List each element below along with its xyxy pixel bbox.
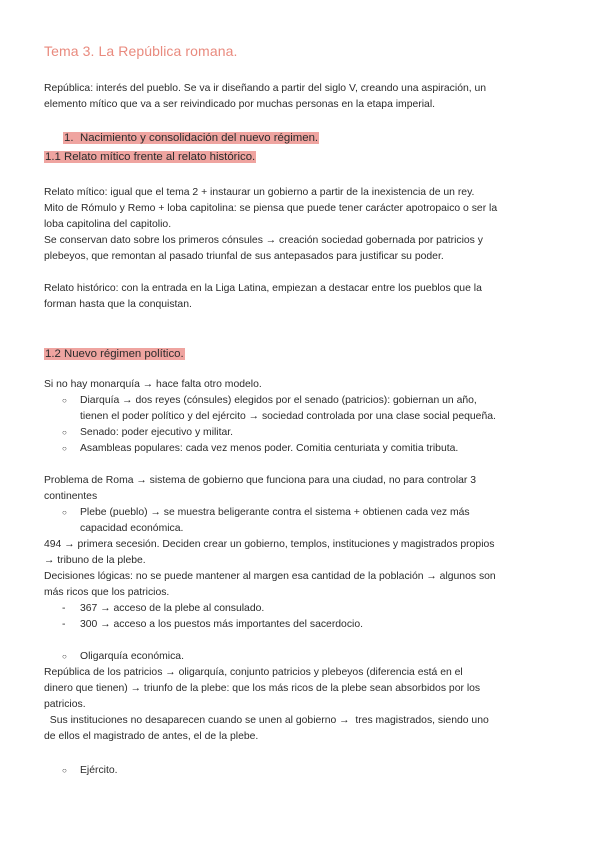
section-heading-1: 1. Nacimiento y consolidación del nuevo régimen. xyxy=(64,132,319,144)
document-title: Tema 3. La República romana. xyxy=(44,43,238,59)
bullet-circle-icon: ○ xyxy=(62,508,67,517)
problema-paragraph: Problema de Roma → sistema de gobierno que funciona para una ciudad, no para controlar 3 continentes xyxy=(44,475,477,502)
secesion-paragraph: 494 → primera secesión. Deciden crear un gobierno, templos, instituciones y magistrados propios → tribuno de la plebe. Decisiones lógicas: no se puede mantener al margen esa cantidad de la población → algunos son más ricos que los patricios. xyxy=(44,539,496,598)
bullet-circle-icon: ○ xyxy=(62,766,67,775)
bullet-circle-icon: ○ xyxy=(62,396,67,405)
bullet-circle-icon: ○ xyxy=(62,444,67,453)
relato-historico-paragraph: Relato histórico: con la entrada en la Liga Latina, empiezan a destacar entre los pueblos que la forman hasta que la conquistan. xyxy=(44,283,482,310)
oligarquia-paragraph: República de los patricios → oligarquía, conjunto patricios y plebeyos (diferencia está en el dinero que tienen) → triunfo de la plebe: que los más ricos de la plebe sean absorbidos por los patricios. Sus instituciones no desaparecen cuando se unen al gobierno → tres magistrados, siendo uno de ellos el magistrado de antes, el de la plebe. xyxy=(44,667,489,742)
intro-paragraph: República: interés del pueblo. Se va ir diseñando a partir del siglo V, creando una aspiración, un elemento mítico que va a ser reivindicado por muchas personas en la etapa imperial. xyxy=(44,83,487,110)
section-heading-1-2: 1.2 Nuevo régimen político. xyxy=(45,348,184,360)
monarquia-line: Si no hay monarquía → hace falta otro modelo. xyxy=(44,379,262,390)
section-heading-1-1: 1.1 Relato mítico frente al relato histórico. xyxy=(45,151,256,163)
relato-mitico-paragraph: Relato mítico: igual que el tema 2 + instaurar un gobierno a partir de la inexistencia de un rey. Mito de Rómulo y Remo + loba capitolina: se piensa que puede tener carácter apotropaico o ser la loba capitolina del capitolio. Se conservan dato sobre los primeros cónsules → creación sociedad gobernada por patricios y plebeyos, que remontan al pasado triunfal de sus antepasados para justificar su poder. xyxy=(44,187,498,262)
document-page: Tema 3. La República romana. República: interés del pueblo. Se va ir diseñando a partir del siglo V, creando una aspiración, un elemento mítico que va a ser reivindicado por muchas personas en la etapa imperial. 1. Nacimiento y consolidación del nuevo régimen. 1.1 Relato mítico frente al relato histórico. Relato mítico: igual que el tema 2 + instaurar un gobierno a partir de la inexistencia de un rey. Mito de Rómulo y Remo + loba capitolina: se piensa que puede tener carácter apotropaico o ser la loba capitolina del capitolio. Se conservan dato sobre los primeros cónsules → creación sociedad gobernada por patricios y plebeyos, que remontan al pasado triunfal de sus antepasados para justificar su poder. Relato histórico: con la entrada en la Liga Latina, empiezan a destacar entre los pueblos que la forman hasta que la conquistan. 1.2 Nuevo régimen político. Si no hay monarquía → hace falta otro modelo. ○ Diarquía → dos reyes (cónsules) elegidos por el senado (patricios): gobiernan un año, tienen el poder político y del ejército → sociedad controlada por una clase social pequeña. ○ Senado: poder ejecutivo y militar. ○ Asambleas populares: cada vez menos poder. Comitia centuriata y comitia tributa. Problema de Roma → sistema de gobierno que funciona para una ciudad, no para controlar 3 continentes ○ Plebe (pueblo) → se muestra beligerante contra el sistema + obtienen cada vez más capacidad económica. 494 → primera secesión. Deciden crear un gobierno, templos, instituciones y magistrados propios → tribuno de la plebe. Decisiones lógicas: no se puede mantener al margen esa cantidad de la población → algunos son más ricos que los patricios. - 367 → acceso de la plebe al consulado. - 300 → acceso a los puestos más importantes del sacerdocio. ○ Oligarquía económica. República de los patricios → oligarquía, conjunto patricios y plebeyos (diferencia está en el dinero que tienen) → triunfo de la plebe: que los más ricos de la plebe sean absorbidos por los patricios. Sus instituciones no desaparecen cuando se unen al gobierno → tres magistrados, siendo uno de ellos el magistrado de antes, el de la plebe. ○ Ejército. xyxy=(0,0,600,848)
bullet-circle-icon: ○ xyxy=(62,652,67,661)
bullet-circle-icon: ○ xyxy=(62,428,67,437)
